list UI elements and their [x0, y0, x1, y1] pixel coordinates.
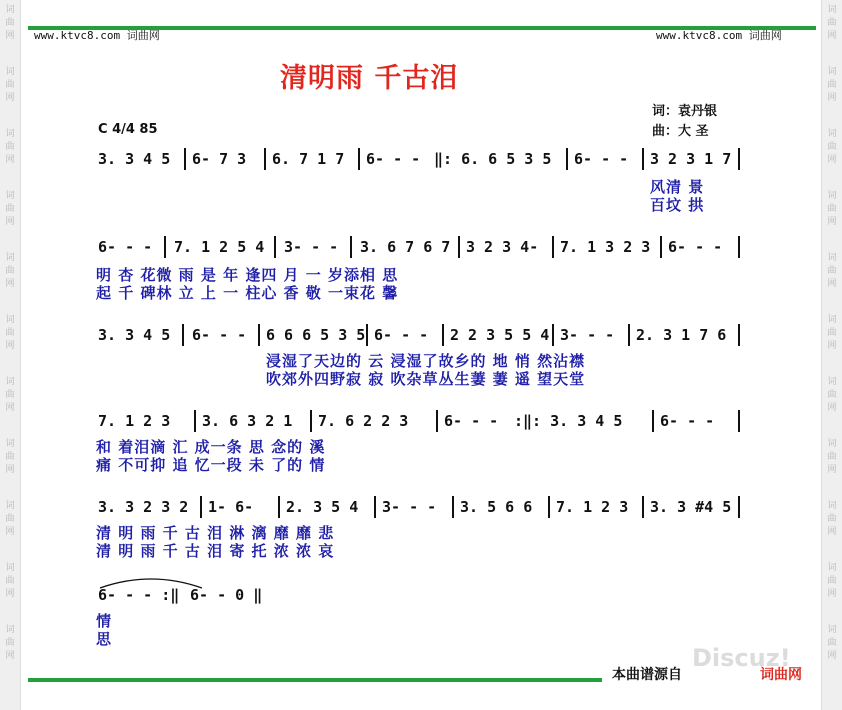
measure: 3 2 3 1 7 [650, 150, 732, 168]
watermark-char: 曲 [827, 514, 837, 524]
watermark-char: 词 [827, 129, 837, 139]
barline [366, 324, 368, 346]
watermark-char: 曲 [827, 328, 837, 338]
watermark-char: 词 [5, 5, 15, 15]
watermark-char: 网 [827, 651, 837, 661]
watermark-char: 词 [5, 625, 15, 635]
barline [642, 496, 644, 518]
measure: 3 2 3 4- [466, 238, 539, 256]
measure: 3. 6 3 2 1 [202, 412, 293, 430]
barline [642, 148, 644, 170]
watermark-char: 词 [827, 563, 837, 573]
measure: 7. 1 2 5 4 [174, 238, 265, 256]
barline [264, 148, 266, 170]
barline [182, 324, 184, 346]
left-watermark-strip [0, 0, 21, 710]
barline [436, 410, 438, 432]
watermark-char: 曲 [827, 18, 837, 28]
watermark-char: 词 [5, 315, 15, 325]
barline [552, 324, 554, 346]
barline [350, 236, 352, 258]
measure: 6- - - [192, 326, 247, 344]
barline [738, 148, 740, 170]
measure: 6 6 6 5 3 5 [266, 326, 366, 344]
watermark-char: 网 [827, 527, 837, 537]
composer: 曲：大 圣 [652, 124, 709, 139]
lyric-line-2: 吹郊外四野寂 寂 吹杂草丛生萋 萋 遥 望天堂 [266, 370, 586, 388]
barline [652, 410, 654, 432]
measure: 2 2 3 5 5 4 [450, 326, 550, 344]
watermark-char: 曲 [5, 80, 15, 90]
barline [628, 324, 630, 346]
watermark-char: 词 [827, 5, 837, 15]
watermark-char: 词 [827, 439, 837, 449]
site-caption-left: www.ktvc8.com 词曲网 [34, 29, 160, 42]
barline [738, 236, 740, 258]
watermark-char: 曲 [827, 204, 837, 214]
watermark-char: 词 [827, 253, 837, 263]
measure: 7. 1 3 2 3 [560, 238, 651, 256]
measure: 7. 1 2 3 [556, 498, 629, 516]
barline [452, 496, 454, 518]
barline [310, 410, 312, 432]
song-title: 清明雨 千古泪 [280, 63, 459, 94]
barline [738, 496, 740, 518]
measure: 3- - - [284, 238, 339, 256]
barline [458, 236, 460, 258]
key-tempo: C 4/4 85 [98, 122, 158, 137]
measure: 6- - - [668, 238, 723, 256]
watermark-char: 网 [5, 465, 15, 475]
watermark-char: 词 [827, 315, 837, 325]
bottom-green-rule [28, 678, 602, 682]
watermark-char: 曲 [5, 514, 15, 524]
barline [184, 148, 186, 170]
watermark-char: 曲 [827, 142, 837, 152]
watermark-char: 网 [5, 279, 15, 289]
measure: 7. 1 2 3 [98, 412, 171, 430]
measure: 6- 7 3 [192, 150, 247, 168]
lyric-line-1: 和 着泪滴 汇 成一条 思 念的 溪 [96, 438, 326, 456]
lyric-line-1: 浸湿了天边的 云 浸湿了故乡的 地 悄 然沾襟 [266, 352, 586, 370]
watermark-char: 曲 [5, 204, 15, 214]
barline [548, 496, 550, 518]
measure: 6- - - [98, 238, 153, 256]
barline [194, 410, 196, 432]
watermark-char: 网 [5, 527, 15, 537]
measure: 7. 6 2 2 3 [318, 412, 409, 430]
measure-final: 6- - 0 ‖ [190, 586, 263, 604]
watermark-char: 曲 [5, 266, 15, 276]
watermark-char: 网 [827, 341, 837, 351]
watermark-char: 词 [5, 129, 15, 139]
barline [738, 410, 740, 432]
barline [358, 148, 360, 170]
barline [164, 236, 166, 258]
watermark-char: 曲 [827, 266, 837, 276]
measure: 2. 3 5 4 [286, 498, 359, 516]
watermark-char: 曲 [5, 638, 15, 648]
lyric-line-1: 清 明 雨 千 古 泪 淋 漓 靡 靡 悲 [96, 524, 335, 542]
measure: 3. 3 4 5 [98, 326, 171, 344]
watermark-char: 词 [827, 501, 837, 511]
measure: 6- - - [374, 326, 429, 344]
watermark-char: 网 [5, 341, 15, 351]
watermark-char: 词 [5, 253, 15, 263]
right-watermark-strip [821, 0, 842, 710]
watermark-char: 词 [5, 501, 15, 511]
watermark-char: 词 [5, 191, 15, 201]
measure: 3. 6 7 6 7 [360, 238, 451, 256]
watermark-char: 词 [827, 625, 837, 635]
watermark-char: 曲 [5, 452, 15, 462]
watermark-char: 词 [5, 563, 15, 573]
watermark-char: 曲 [827, 576, 837, 586]
measure: 6. 7 1 7 [272, 150, 345, 168]
watermark-char: 网 [827, 217, 837, 227]
brand-link[interactable]: 词曲网 [760, 667, 802, 683]
measure: 1- 6- [208, 498, 254, 516]
watermark-char: 网 [827, 155, 837, 165]
measure: 3. 3 #4 5 [650, 498, 732, 516]
barline [374, 496, 376, 518]
watermark-char: 网 [5, 403, 15, 413]
watermark-char: 网 [827, 465, 837, 475]
watermark-char: 网 [827, 31, 837, 41]
watermark-char: 网 [827, 403, 837, 413]
watermark-char: 词 [827, 67, 837, 77]
barline [442, 324, 444, 346]
watermark-char: 网 [5, 217, 15, 227]
barline [660, 236, 662, 258]
measure: 6- - - [444, 412, 499, 430]
lyric-line-1: 情 [96, 612, 113, 630]
watermark-char: 网 [5, 155, 15, 165]
measure-repeat: :‖: 3. 3 4 5 [514, 412, 623, 430]
watermark-char: 网 [5, 589, 15, 599]
lyric-line-1: 风清 景 [650, 178, 705, 196]
watermark-char: 网 [5, 93, 15, 103]
barline [552, 236, 554, 258]
measure: 6- - - [574, 150, 629, 168]
barline [738, 324, 740, 346]
lyric-line-2: 百坟 拱 [650, 196, 705, 214]
measure: 3- - - [382, 498, 437, 516]
watermark-char: 网 [5, 651, 15, 661]
discuz-watermark: Discuz! [692, 644, 791, 672]
lyricist: 词：袁丹银 [652, 104, 718, 119]
measure-repeat-end: 6- - - :‖ [98, 586, 180, 604]
lyric-line-2: 清 明 雨 千 古 泪 寄 托 浓 浓 哀 [96, 542, 335, 560]
lyric-line-2: 起 千 碑林 立 上 一 柱心 香 敬 一束花 馨 [96, 284, 399, 302]
measure: 3. 3 4 5 [98, 150, 171, 168]
watermark-char: 曲 [5, 576, 15, 586]
watermark-char: 曲 [827, 638, 837, 648]
measure-repeat-start: ‖: 6. 6 5 3 5 [434, 150, 552, 168]
watermark-char: 词 [5, 67, 15, 77]
watermark-char: 网 [827, 93, 837, 103]
watermark-char: 网 [827, 589, 837, 599]
lyric-line-1: 明 杏 花微 雨 是 年 逢四 月 一 岁添相 思 [96, 266, 399, 284]
watermark-char: 曲 [5, 390, 15, 400]
watermark-char: 曲 [827, 390, 837, 400]
measure: 2. 3 1 7 6 [636, 326, 727, 344]
barline [278, 496, 280, 518]
watermark-char: 曲 [5, 328, 15, 338]
watermark-char: 词 [827, 377, 837, 387]
site-caption-right: www.ktvc8.com 词曲网 [656, 29, 782, 42]
lyric-line-2: 痛 不可抑 追 忆一段 未 了的 情 [96, 456, 326, 474]
barline [258, 324, 260, 346]
watermark-char: 词 [5, 439, 15, 449]
barline [274, 236, 276, 258]
source-text: 本曲谱源自 [612, 667, 682, 683]
barline [200, 496, 202, 518]
measure: 6- - - [366, 150, 421, 168]
measure: 3. 5 6 6 [460, 498, 533, 516]
barline [566, 148, 568, 170]
lyric-line-2: 思 [96, 630, 113, 648]
watermark-char: 网 [5, 31, 15, 41]
watermark-char: 词 [827, 191, 837, 201]
watermark-char: 曲 [5, 142, 15, 152]
measure: 3- - - [560, 326, 615, 344]
watermark-char: 曲 [5, 18, 15, 28]
watermark-char: 曲 [827, 80, 837, 90]
watermark-char: 词 [5, 377, 15, 387]
watermark-char: 曲 [827, 452, 837, 462]
measure: 6- - - [660, 412, 715, 430]
watermark-char: 网 [827, 279, 837, 289]
measure: 3. 3 2 3 2 [98, 498, 189, 516]
